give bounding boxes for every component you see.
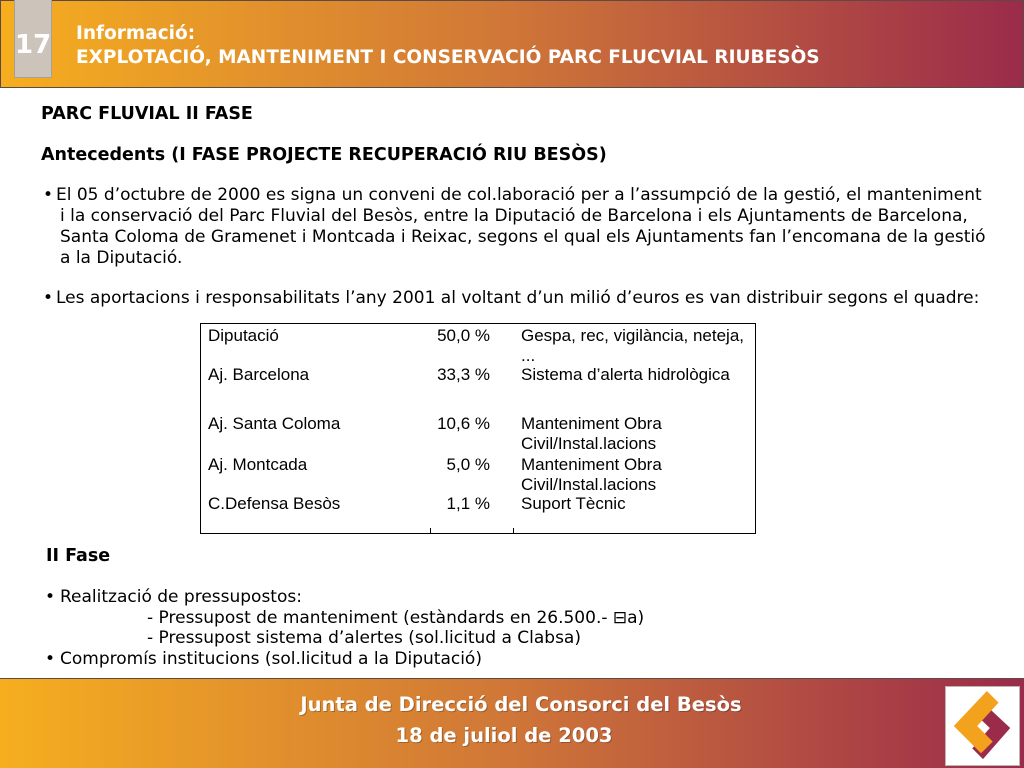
footer-organization: Junta de Direcció del Consorci del Besòs <box>300 693 742 716</box>
footer-date: 18 de juliol de 2003 <box>395 724 613 747</box>
table-cell-percent: 33,3 % <box>437 365 490 384</box>
paragraph-line: a la Diputació. <box>60 248 183 268</box>
table-cell-responsibility: Sistema d’alerta hidrològica <box>521 365 730 384</box>
table-cell-percent: 50,0 % <box>437 326 490 345</box>
table-cell-entity: Aj. Santa Coloma <box>208 414 341 433</box>
table-cell-responsibility: Gespa, rec, vigilància, neteja, ... <box>521 326 745 365</box>
header-title: EXPLOTACIÓ, MANTENIMENT I CONSERVACIÓ PARC FLUCVIAL RIUBESÒS <box>76 47 820 68</box>
table-column-divider <box>430 528 431 533</box>
bullet-icon: • <box>43 185 54 205</box>
header-band <box>0 0 1024 88</box>
header-label: Informació: <box>76 23 196 44</box>
table-cell-entity: Diputació <box>208 326 279 345</box>
list-item: Compromís institucions (sol.licitud a la Diputació) <box>60 649 482 669</box>
table-column-divider <box>513 528 514 533</box>
section-title: PARC FLUVIAL II FASE <box>41 104 253 124</box>
distribution-table <box>200 323 756 534</box>
slide-number: 17 <box>14 0 52 78</box>
bullet-icon: • <box>45 649 56 669</box>
table-cell-percent: 1,1 % <box>446 494 490 513</box>
phase2-heading: II Fase <box>46 546 111 566</box>
bullet-icon: • <box>45 587 56 607</box>
table-cell-responsibility: Manteniment Obra Civil/Instal.lacions <box>521 414 662 453</box>
bullet-icon: • <box>43 288 54 308</box>
consorci-besos-logo-icon <box>945 686 1020 766</box>
table-cell-entity: C.Defensa Besòs <box>208 494 341 513</box>
logo-graphic <box>946 687 1019 765</box>
paragraph-line: Santa Coloma de Gramenet i Montcada i Reixac, segons el qual els Ajuntaments fan l’encomana de la gestió <box>60 227 986 247</box>
antecedents-heading: Antecedents (I FASE PROJECTE RECUPERACIÓ RIU BESÒS) <box>41 145 607 165</box>
table-cell-responsibility: Suport Tècnic <box>521 494 626 513</box>
table-cell-responsibility: Manteniment Obra Civil/Instal.lacions <box>521 455 662 494</box>
paragraph-line: Les aportacions i responsabilitats l’any 2001 al voltant d’un milió d’euros es van distribuir segons el quadre: <box>56 288 980 308</box>
footer-band <box>0 678 1024 768</box>
table-cell-percent: 5,0 % <box>446 455 490 474</box>
sub-list-item: - Pressupost sistema d’alertes (sol.licitud a Clabsa) <box>147 628 581 648</box>
paragraph-line: El 05 d’octubre de 2000 es signa un conveni de col.laboració per a l’assumpció de la gestió, el manteniment <box>56 185 982 205</box>
table-cell-entity: Aj. Montcada <box>208 455 308 474</box>
table-cell-percent: 10,6 % <box>437 414 490 433</box>
sub-list-item: - Pressupost de manteniment (estàndards en 26.500.- ⊟a) <box>147 608 645 628</box>
list-item: Realització de pressupostos: <box>60 587 302 607</box>
paragraph-line: i la conservació del Parc Fluvial del Besòs, entre la Diputació de Barcelona i els Ajuntaments de Barcelona, <box>60 206 968 226</box>
table-cell-entity: Aj. Barcelona <box>208 365 310 384</box>
